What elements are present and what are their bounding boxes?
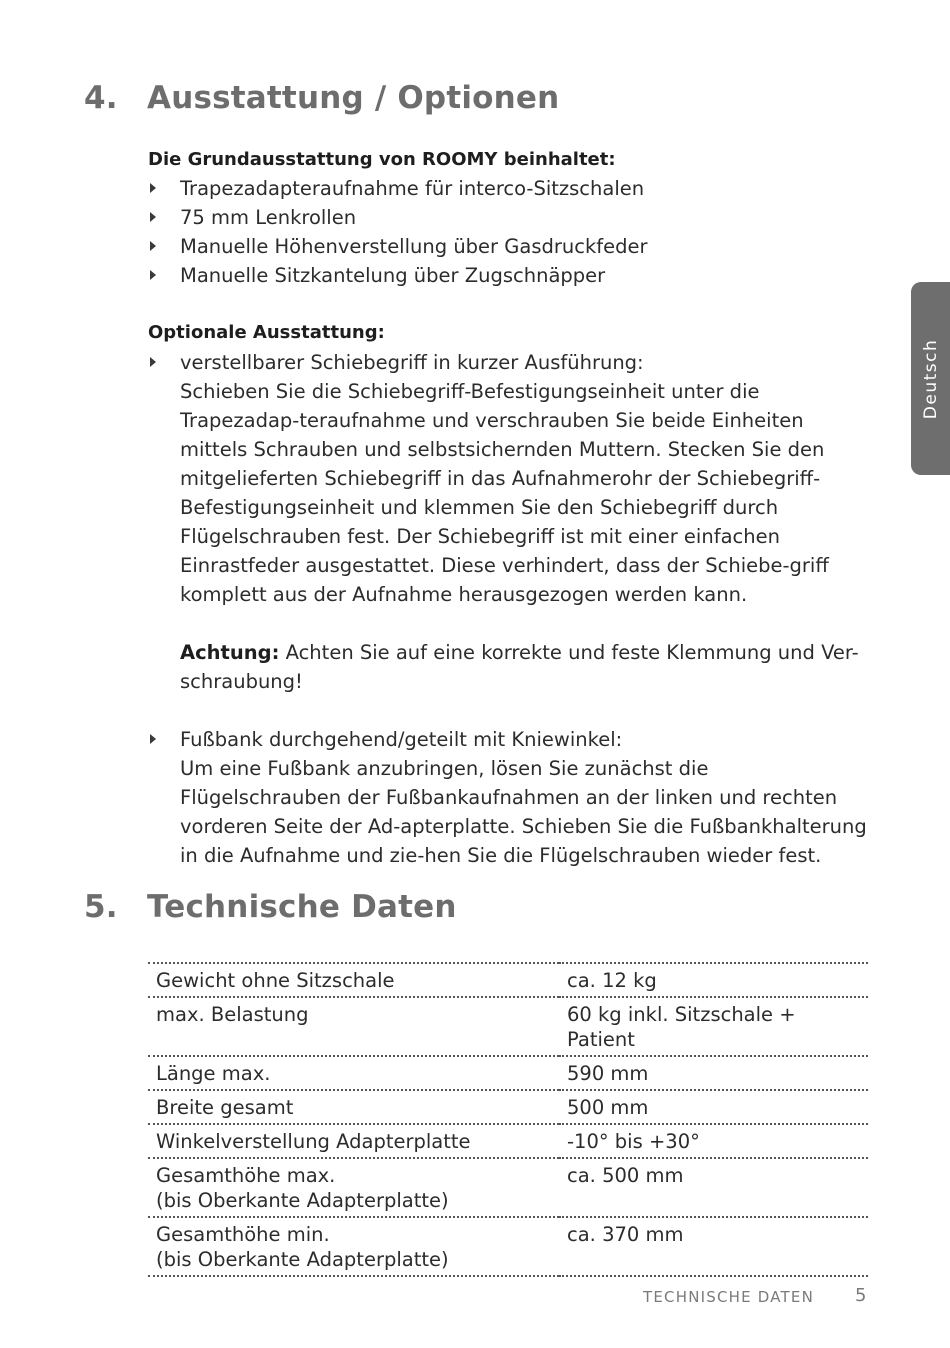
- spec-key: max. Belastung: [148, 997, 559, 1056]
- list-item: 75 mm Lenkrollen: [148, 203, 648, 232]
- section-number: 4.: [84, 80, 118, 116]
- warning-text: Achten Sie auf eine korrekte und feste Klemmung und Ver-schraubung!: [180, 641, 859, 693]
- option-title: Fußbank durchgehend/geteilt mit Kniewinkel:: [180, 728, 623, 751]
- spec-key-cell: [148, 1158, 559, 1217]
- table-row: [148, 1056, 868, 1090]
- option-title: verstellbarer Schiebegriff in kurzer Ausführung:: [180, 351, 644, 374]
- spec-value: 590 mm: [559, 1056, 868, 1090]
- spec-value: -10° bis +30°: [559, 1124, 868, 1158]
- spec-key-note: (bis Oberkante Adapterplatte): [156, 1248, 449, 1271]
- optional-equipment-list: [148, 348, 868, 870]
- spec-key: Länge max.: [148, 1056, 559, 1090]
- spec-value: 500 mm: [559, 1090, 868, 1124]
- spec-value: ca. 500 mm: [559, 1158, 868, 1217]
- list-item: Manuelle Höhenverstellung über Gasdruckfeder: [148, 232, 648, 261]
- list-item: [148, 725, 868, 870]
- table-row: [148, 997, 868, 1056]
- optional-equipment-heading: Optionale Ausstattung:: [148, 322, 385, 343]
- spec-key-cell: [148, 1217, 559, 1276]
- section-4-heading: [84, 80, 559, 116]
- section-title: Technische Daten: [147, 889, 457, 925]
- spec-key: Breite gesamt: [148, 1090, 559, 1124]
- section-5-heading: [84, 889, 457, 925]
- triangle-bullet-icon: [150, 212, 156, 222]
- page-number: 5: [855, 1285, 867, 1306]
- spec-value: ca. 12 kg: [559, 963, 868, 997]
- list-item: Trapezadapteraufnahme für interco-Sitzschalen: [148, 174, 648, 203]
- table-row: [148, 1090, 868, 1124]
- spec-key: Gewicht ohne Sitzschale: [148, 963, 559, 997]
- spec-value: 60 kg inkl. Sitzschale + Patient: [559, 997, 868, 1056]
- table-row: [148, 1158, 868, 1217]
- table-row: [148, 1124, 868, 1158]
- spec-key: Gesamthöhe min.: [156, 1223, 330, 1246]
- basic-equipment-heading: Die Grundausstattung von ROOMY beinhaltet:: [148, 149, 616, 170]
- option-description: Schieben Sie die Schiebegriff-Befestigungseinheit unter die Trapezadap-teraufnahme und verschrauben Sie beide Einheiten mittels Schrauben und selbstsichernden Muttern. Stecken Sie den mitgelieferten Schiebegriff in das Aufnahmerohr der Schiebegriff-Befestigungseinheit und klemmen Sie den Schiebegriff durch Flügelschrauben fest. Der Schiebegriff ist mit einer einfachen Einrastfeder ausgestattet. Diese verhindert, dass der Schiebe-griff komplett aus der Aufnahme herausgezogen werden kann.: [180, 380, 829, 606]
- language-tab[interactable]: [911, 282, 950, 475]
- spec-key: Gesamthöhe max.: [156, 1164, 336, 1187]
- warning-label: Achtung:: [180, 641, 280, 664]
- footer-section-title: TECHNISCHE DATEN: [643, 1288, 815, 1306]
- section-number: 5.: [84, 889, 118, 925]
- warning-paragraph: [180, 638, 868, 696]
- table-row: [148, 1217, 868, 1276]
- triangle-bullet-icon: [150, 270, 156, 280]
- spec-key: Winkelverstellung Adapterplatte: [148, 1124, 559, 1158]
- spec-value: ca. 370 mm: [559, 1217, 868, 1276]
- triangle-bullet-icon: [150, 241, 156, 251]
- table-row: [148, 963, 868, 997]
- triangle-bullet-icon: [150, 734, 156, 744]
- technical-data-table: [148, 962, 868, 1277]
- triangle-bullet-icon: [150, 357, 156, 367]
- list-item: [148, 348, 868, 725]
- language-tab-label: Deutsch: [920, 338, 941, 419]
- list-item: Manuelle Sitzkantelung über Zugschnäpper: [148, 261, 648, 290]
- spec-key-note: (bis Oberkante Adapterplatte): [156, 1189, 449, 1212]
- basic-equipment-list: [148, 174, 648, 290]
- option-description: Um eine Fußbank anzubringen, lösen Sie zunächst die Flügelschrauben der Fußbankaufnahmen an der linken und rechten vorderen Seite der Ad-apterplatte. Schieben Sie die Fußbankhalterung in die Aufnahme und zie-hen Sie die Flügelschrauben wieder fest.: [180, 757, 867, 867]
- triangle-bullet-icon: [150, 183, 156, 193]
- section-title: Ausstattung / Optionen: [147, 80, 560, 116]
